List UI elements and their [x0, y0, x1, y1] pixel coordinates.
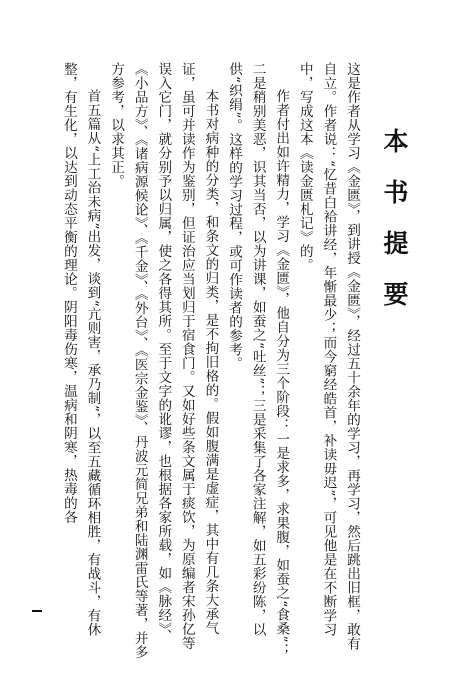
summary-text — [33, 62, 363, 662]
page-title: 本书提要 — [380, 128, 409, 332]
paragraph-1: 这是作者从学习《金匮》，到讲授《金匮》，经过五十余年的学习，再学习，然后跳出旧框，敢有自立。作者说：“忆昔白袷讲经，年惭最少；而今窮经皓首，补读毋迟”，可见他是在不断学习中，写成这本《读金匮札记》的。 — [296, 62, 360, 651]
paragraph-4: 首五篇从“上工治未病”出发，谈到“亢则害，承乃制”，以至五藏循环相胜，有战斗，有休整，有生化，以达到动态平衡的理论。阴阳毒伤寒，温病和阴寒，热毒的各 — [60, 62, 101, 637]
paragraph-2: 作者付出如许精力，学习《金匮》，他自分为三个阶段：一是求多，求果腹，如蚕之“食桑”；二是稍别美恶，识其当否，以为讲课，如蚕之“吐丝”；三是采集了各家注解，如五彩纷陈，以供“织绢”。这样的学习过程，或可作读者的参考。 — [226, 62, 290, 658]
paragraph-3: 本书对病种的分类，和条文的归类，是不拘旧格的。假如腹满是虚症，其中有几条大承气证，虽可并读作为鉴别，但证治应当划归于宿食门。又如好些条文属于痰饮，为原编者宋孙亿等误入它门，就分别予以归属，使之各得其所。至于文字的讹谬，也根据各家所载，如《脉经》、《小品方》、《诸病源候论》、《千金》、《外台》、《医宗金鉴》、丹波元简兄弟和陆渊雷氏等著，并多方参考，以求其正。 — [108, 62, 219, 659]
page-folio-mark — [32, 610, 42, 612]
